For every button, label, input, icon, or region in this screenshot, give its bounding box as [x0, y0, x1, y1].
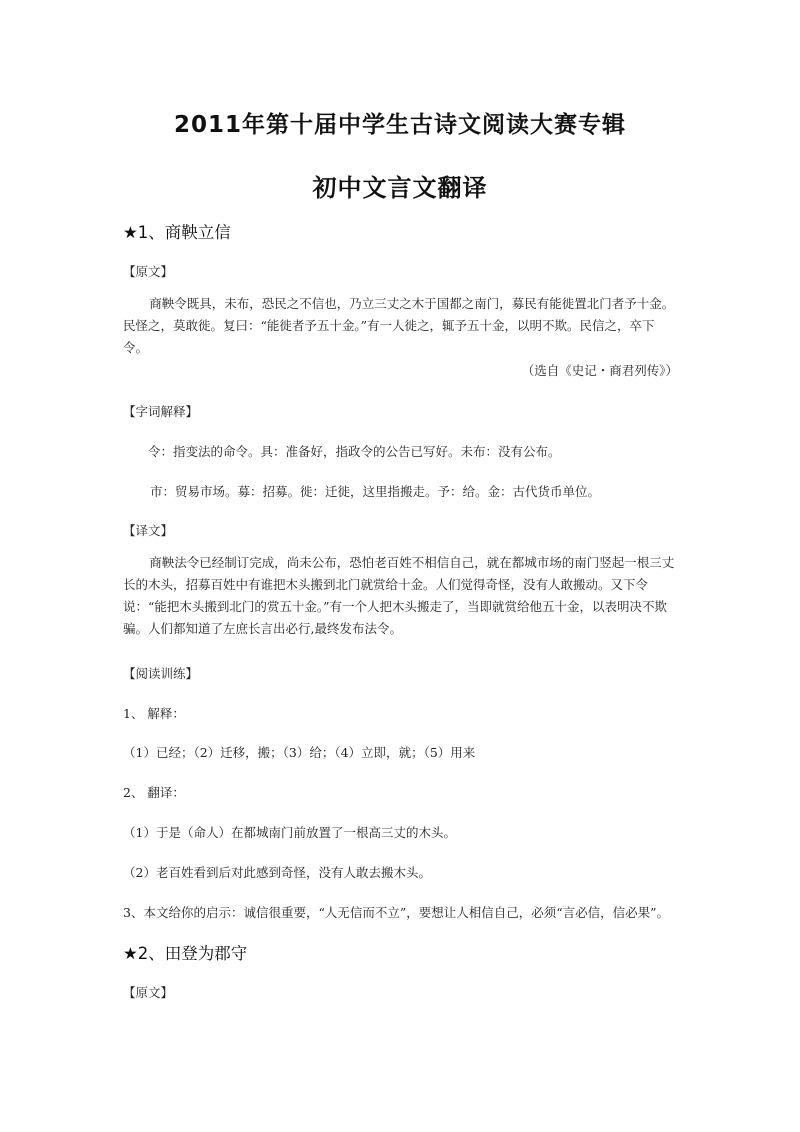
original-label: 【原文】 [123, 264, 174, 279]
page-subtitle: 初中文言文翻译 [312, 174, 488, 202]
translation-label: 【译文】 [123, 523, 174, 538]
original-text: 商鞅令既具，未布，恐民之不信也，乃立三丈之木于国都之南门，募民有能徙置北门者予十金。民怪之，莫敢徙。复曰：“能徙者予五十金。”有一人徙之，辄予五十金，以明不欺。民信之，卒下令。 [123, 296, 675, 355]
question-2: 2、 翻译： [123, 785, 185, 800]
glossary-label: 【字词解释】 [123, 404, 199, 419]
page-title: 2011年第十届中学生古诗文阅读大赛专辑 [173, 112, 626, 138]
translation-text: 商鞅法令已经制订完成，尚未公布，恐怕老百姓不相信自己，就在都城市场的南门竖起一根三丈长的木头，招募百姓中有谁把木头搬到北门就赏给十金。人们觉得奇怪，没有人敢搬动。又下令说：“能把木头搬到北门的赏五十金。”有一个人把木头搬走了，当即就赏给他五十金，以表明决不欺骗。人们都知道了左庶长言出必行,最终发布法令。 [123, 555, 675, 636]
original-label-2: 【原文】 [123, 985, 174, 1000]
glossary-line-1: 令：指变法的命令。具：准备好，指政令的公告已写好。未布：没有公布。 [148, 444, 561, 459]
answer-1: （1）已经；（2）迁移，搬；（3）给；（4）立即，就；（5）用来 [123, 745, 476, 760]
section-heading-2: ★2、田登为郡守 [123, 944, 248, 963]
answer-2-1: （1）于是（命人）在都城南门前放置了一根高三丈的木头。 [123, 825, 456, 840]
question-1: 1、 解释： [123, 706, 185, 721]
glossary-line-2: 市：贸易市场。募：招募。徙：迁徙，这里指搬走。予：给。金：古代货币单位。 [150, 484, 601, 499]
section-heading-1: ★1、商鞅立信 [123, 223, 231, 242]
source-citation: （选自《史记・商君列传》） [521, 363, 678, 378]
question-3: 3、本文给你的启示：诚信很重要，“人无信而不立”，要想让人相信自己，必须“言必信，信必果”。 [123, 905, 670, 920]
answer-2-2: （2）老百姓看到后对此感到奇怪，没有人敢去搬木头。 [123, 865, 431, 880]
training-label: 【阅读训练】 [123, 666, 199, 681]
